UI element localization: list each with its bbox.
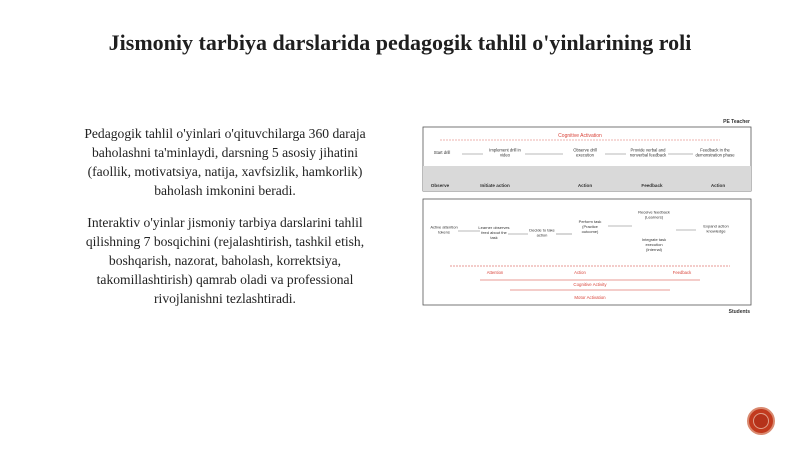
phase-label: Initiate action bbox=[480, 183, 510, 188]
diagram-students-label: Students bbox=[728, 309, 750, 315]
next-slide-button[interactable] bbox=[747, 407, 775, 435]
slide-title: Jismoniy tarbiya darslarida pedagogik tahlil o'yinlarining roli bbox=[108, 30, 692, 55]
student-step: Decide to take action bbox=[529, 227, 555, 238]
teacher-step: Provide verbal and nonverbal feedback bbox=[629, 147, 667, 158]
phase-label: Action bbox=[577, 183, 593, 188]
process-diagram bbox=[420, 116, 754, 316]
student-step: Expand action knowledge bbox=[703, 223, 729, 234]
student-step: Learner observes feed about the task bbox=[478, 225, 510, 240]
paragraph-stages: Interaktiv o'yinlar jismoniy tarbiya darslarini tahlil qilishning 7 bosqichini (rejalashtirish, tashkil etish, boshqarish, nazorat, baholash, korrektsiya, takomillashtirish) qamrab oladi va professional rivojlanishni tezlashtiradi. bbox=[85, 215, 365, 306]
diagram-teacher-label: PE Teacher bbox=[723, 119, 750, 125]
motor-activation-label: Motor Activation bbox=[574, 295, 606, 300]
loop-label: Attention bbox=[486, 270, 504, 275]
student-step: Integrate task execution (Internal) bbox=[641, 237, 667, 252]
phase-label: Feedback bbox=[641, 183, 663, 188]
paragraph-assessment: Pedagogik tahlil o'yinlari o'qituvchilarga 360 daraja baholashni ta'minlaydi, darsning 5 asosiy jihatini (faollik, motivatsiya, natija, xavfsizlik, hamkorlik) baholash imkonini beradi. bbox=[84, 126, 366, 198]
cognitive-activation-label: Cognitive Activation bbox=[558, 133, 602, 139]
phase-label: Observe bbox=[430, 183, 450, 188]
next-slide-icon[interactable] bbox=[753, 413, 769, 429]
loop-label: Action bbox=[574, 270, 586, 275]
student-step: Perform task (Practice outcome) bbox=[578, 219, 602, 234]
student-step: Active attention tokens bbox=[430, 224, 458, 235]
teacher-step: Feedback in the demonstration phase bbox=[695, 147, 735, 158]
phase-label: Action bbox=[710, 183, 726, 188]
loop-label: Feedback bbox=[672, 270, 692, 275]
student-panel bbox=[423, 199, 751, 305]
teacher-step: Start drill bbox=[433, 150, 451, 155]
teacher-step: Observe drill execution bbox=[573, 147, 597, 158]
cognitive-activity-label: Cognitive Activity bbox=[573, 282, 607, 287]
teacher-step: Implement drill in video bbox=[489, 147, 521, 158]
student-step: Receive feedback (Learners) bbox=[638, 209, 670, 220]
